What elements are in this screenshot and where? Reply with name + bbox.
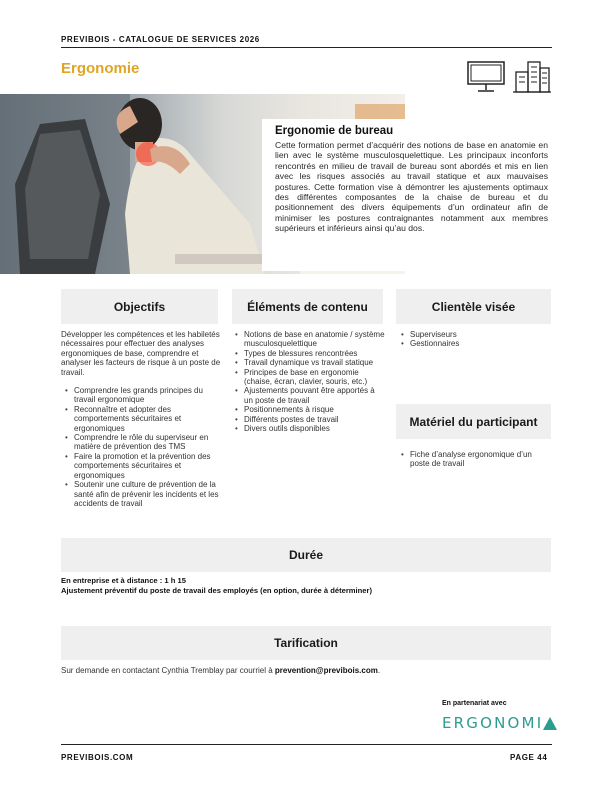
list-item: • Superviseurs (401, 330, 551, 339)
monitor-icon (466, 60, 506, 94)
tarification-end: . (377, 666, 381, 675)
contenu-heading: Éléments de contenu (232, 289, 383, 324)
tarification-text: Sur demande en contactant Cynthia Tremblay par courriel à (61, 666, 275, 675)
list-item: • Types de blessures rencontrées (235, 349, 385, 358)
ergonomia-logo-text: ERGONOMI (442, 714, 544, 732)
clientele-heading: Clientèle visée (396, 289, 551, 324)
objectifs-intro: Développer les compétences et les habiletés nécessaires pour effectuer des analyses ergonomiques de base, comprendre et analyser les facteurs de risque à un poste de travail. (61, 330, 221, 377)
tarification-heading: Tarification (61, 626, 551, 660)
materiel-column (401, 450, 551, 469)
objectifs-column (61, 330, 221, 508)
list-item: • Faire la promotion et la prévention des comportements sécuritaires et ergonomiques (65, 452, 221, 480)
course-description-box (262, 119, 557, 271)
list-item: • Notions de base en anatomie / système musculosquelettique (235, 330, 385, 349)
clientele-column (401, 330, 551, 349)
list-item: • Différents postes de travail (235, 415, 385, 424)
section-title: Ergonomie (61, 60, 140, 77)
office-building-icon (512, 58, 552, 94)
materiel-heading: Matériel du participant (396, 404, 551, 439)
duree-line: En entreprise et à distance : 1 h 15 (61, 576, 186, 585)
document-header: PREVIBOIS - CATALOGUE DE SERVICES 2026 (61, 35, 260, 44)
course-title: Ergonomie de bureau (275, 125, 394, 137)
list-item: • Divers outils disponibles (235, 424, 385, 433)
duree-line: Ajustement préventif du poste de travail des employés (en option, durée à déterminer) (61, 586, 372, 595)
triangle-icon (543, 717, 557, 730)
list-item: • Comprendre le rôle du superviseur en matière de prévention des TMS (65, 433, 221, 452)
objectifs-heading: Objectifs (61, 289, 218, 324)
course-description: Cette formation permet d’acquérir des notions de base en anatomie en lien avec le système musculosquelettique. Les principaux inconforts rencontrés en milieu de travail de bureau sont abordés et mis en lien avec les risques associés au travail statique et aux mauvaises postures. Cette formation vise à démontrer les ajustements optimaux des différentes composantes de la chaise de bureau et du positionnement des divers équipements d’un ordinateur afin de minimiser les postures contraignantes notamment aux membres supérieurs et inférieurs ainsi qu’au dos. (275, 140, 548, 234)
footer-website[interactable]: PREVIBOIS.COM (61, 753, 134, 762)
contact-email-link[interactable]: prevention@previbois.com (274, 666, 378, 675)
tarification-details (61, 666, 380, 675)
list-item: • Ajustements pouvant être apportés à un poste de travail (235, 386, 385, 405)
list-item: • Principes de base en ergonomie (chaise, écran, clavier, souris, etc.) (235, 368, 385, 387)
list-item: • Gestionnaires (401, 339, 551, 348)
header-divider (61, 47, 552, 48)
list-item: • Travail dynamique vs travail statique (235, 358, 385, 367)
partner-label: En partenariat avec (442, 700, 507, 707)
list-item: • Comprendre les grands principes du travail ergonomique (65, 386, 221, 405)
duree-heading: Durée (61, 538, 551, 572)
contenu-column (235, 330, 385, 433)
list-item: • Soutenir une culture de prévention de la santé afin de prévenir les incidents et les accidents de travail (65, 480, 221, 508)
ergonomia-logo (442, 714, 557, 732)
list-item: • Positionnements à risque (235, 405, 385, 414)
footer-divider (61, 744, 552, 745)
list-item: • Fiche d’analyse ergonomique d’un poste de travail (401, 450, 551, 469)
list-item: • Reconnaître et adopter des comportements sécuritaires et ergonomiques (65, 405, 221, 433)
page-number: PAGE 44 (510, 753, 548, 762)
duree-details (61, 576, 372, 596)
